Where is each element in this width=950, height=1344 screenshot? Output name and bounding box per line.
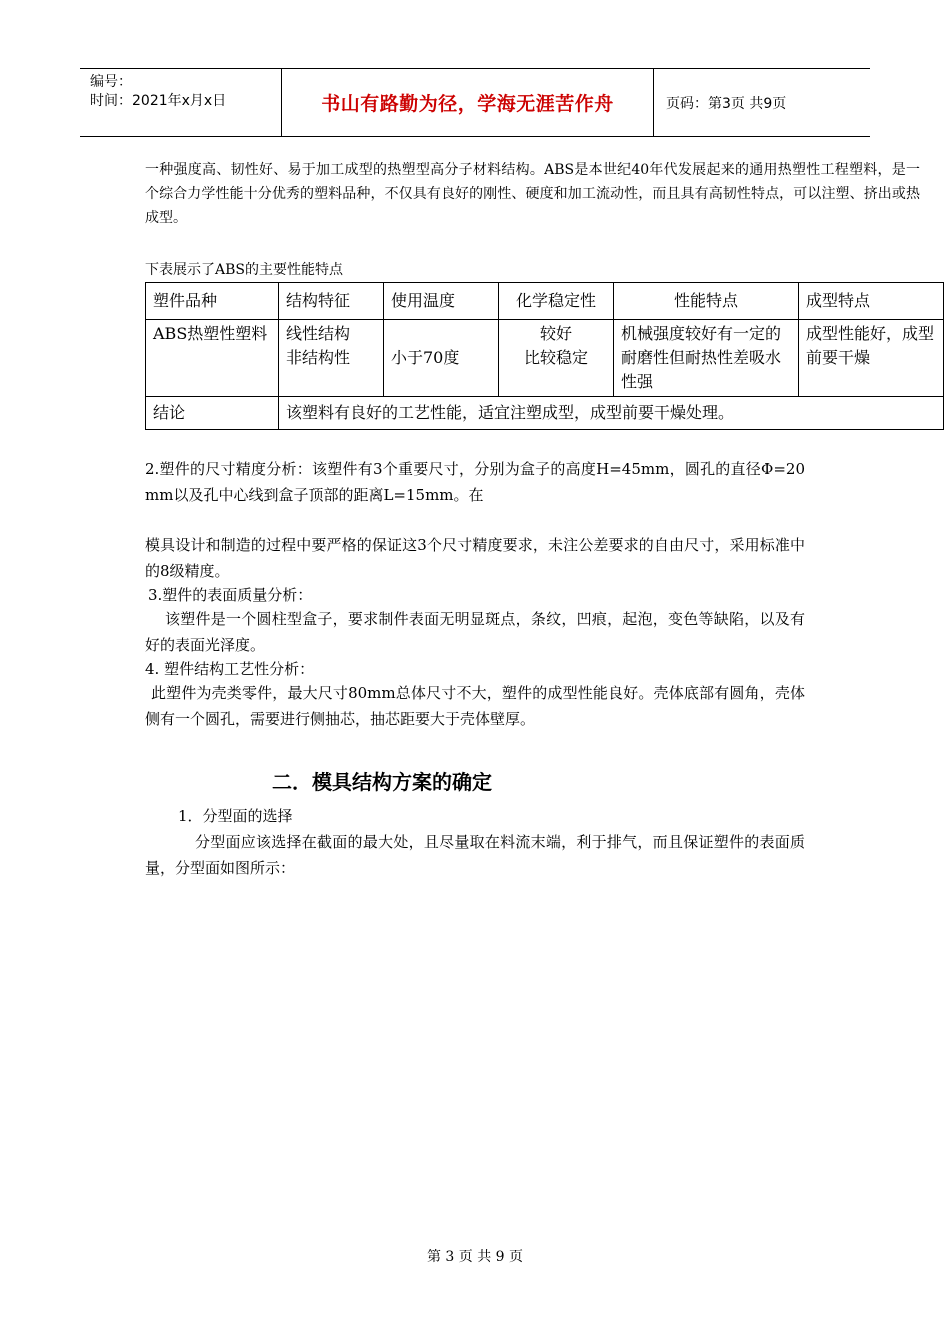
table-cell: 较好 比较稳定 [499, 320, 614, 397]
table-cell: 成型性能好，成型前要干燥 [799, 320, 944, 397]
header-motto-cell [282, 69, 654, 136]
table-cell: 线性结构 非结构性 [279, 320, 384, 397]
table-header-cell: 结构特征 [279, 283, 384, 320]
subsection-text: 分型面应该选择在截面的最大处，且尽量取在料流末端，利于排气，而且保证塑件的表面质量，分型面如图所示： [145, 833, 805, 877]
table-header-cell: 化学稳定性 [499, 283, 614, 320]
table-cell: 机械强度较好有一定的耐磨性但耐热性差吸水性强 [614, 320, 799, 397]
table-header-cell: 塑件品种 [146, 283, 279, 320]
table-cell: ABS热塑性塑料 [146, 320, 279, 397]
surface-quality-text: 该塑件是一个圆柱型盒子，要求制件表面无明显斑点，条纹，凹痕，起泡，变色等缺陷，以及有好的表面光泽度。 [145, 610, 805, 654]
page-header [80, 68, 870, 137]
chapter-heading: 二．模具结构方案的确定 [272, 770, 492, 794]
table-header-cell: 性能特点 [614, 283, 799, 320]
dimension-accuracy-paragraph: 2.塑件的尺寸精度分析：该塑件有3个重要尺寸，分别为盒子的高度H=45mm，圆孔的直径Φ=20 mm以及孔中心线到盒子顶部的距离L=15mm。在 [145, 460, 805, 504]
table-caption: 下表展示了ABS的主要性能特点 [145, 262, 343, 278]
table-header-row [146, 283, 944, 320]
structure-analysis-text: 此塑件为壳类零件，最大尺寸80mm总体尺寸不大，塑件的成型性能良好。壳体底部有圆角，壳体侧有一个圆孔，需要进行侧抽芯，抽芯距要大于壳体壁厚。 [145, 684, 805, 728]
intro-paragraph: 一种强度高、韧性好、易于加工成型的热塑型高分子材料结构。ABS是本世纪40年代发展起来的通用热塑性工程塑料，是一个综合力学性能十分优秀的塑料品种，不仅具有良好的刚性、硬度和加工流动性，而且具有高韧性特点，可以注塑、挤出或热成型。 [145, 162, 920, 226]
table-cell: 小于70度 [384, 320, 499, 397]
table-header-cell: 使用温度 [384, 283, 499, 320]
table-row [146, 320, 944, 397]
header-motto: 书山有路勤为径，学海无涯苦作舟 [321, 93, 614, 115]
document-number: 编号： [90, 74, 132, 90]
header-page-code [654, 69, 870, 136]
structure-analysis-title: 4. 塑件结构工艺性分析： [145, 660, 315, 678]
document-date: 时间：2021年x月x日 [90, 93, 227, 109]
table-conclusion-row [146, 397, 944, 430]
conclusion-label: 结论 [146, 397, 279, 430]
page-code-text: 页码：第3页 共9页 [666, 95, 787, 112]
page-footer: 第 3 页 共 9 页 [426, 1249, 524, 1265]
header-meta [80, 69, 282, 136]
surface-quality-title: 3.塑件的表面质量分析： [148, 586, 313, 604]
properties-table [145, 282, 944, 430]
dimension-accuracy-continued: 模具设计和制造的过程中要严格的保证这3个尺寸精度要求，未注公差要求的自由尺寸，采用标准中的8级精度。 [145, 536, 805, 580]
subsection-title: 1．分型面的选择 [178, 807, 293, 825]
table-header-cell: 成型特点 [799, 283, 944, 320]
conclusion-text: 该塑料有良好的工艺性能，适宜注塑成型，成型前要干燥处理。 [279, 397, 944, 430]
